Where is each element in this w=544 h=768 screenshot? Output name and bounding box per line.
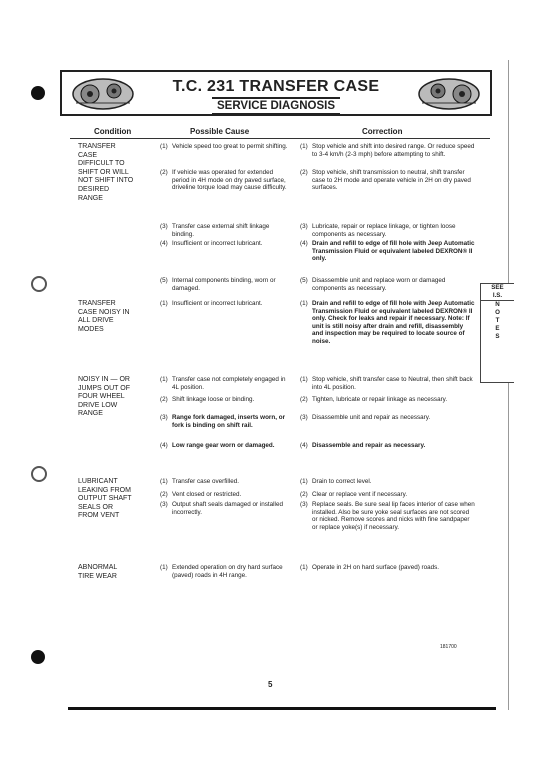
item-text: Shift linkage loose or binding.: [172, 396, 255, 403]
item-number: (2): [300, 169, 308, 176]
item-text: Insufficient or incorrect lubricant.: [172, 240, 263, 247]
page-number: 5: [268, 680, 273, 689]
item-number: (3): [300, 223, 308, 230]
sidebar-notes-letter: O: [495, 309, 500, 316]
sidebar-notes-letter: S: [495, 333, 500, 340]
item-number: (1): [160, 564, 168, 571]
item-number: (2): [160, 491, 168, 498]
possible-cause-item: [160, 442, 288, 450]
correction-item: [300, 491, 476, 499]
item-text: Extended operation on dry hard surface (paved) roads in 4H range.: [172, 564, 283, 579]
item-text: Lubricate, repair or replace linkage, or tighten loose components as necessary.: [312, 223, 456, 238]
possible-cause-item: [160, 300, 288, 308]
correction-item: [300, 240, 476, 263]
item-number: (3): [160, 501, 168, 508]
item-number: (3): [300, 414, 308, 421]
possible-cause-item: [160, 223, 288, 238]
item-number: (2): [300, 491, 308, 498]
condition-label: TRANSFER CASE DIFFICULT TO SHIFT OR WILL NOT SHIFT INTO DESIRED RANGE: [78, 143, 134, 202]
possible-cause-item: [160, 277, 288, 292]
item-number: (3): [160, 414, 168, 421]
column-header-condition: Condition: [94, 127, 132, 136]
item-number: (1): [160, 376, 168, 383]
item-number: (4): [160, 442, 168, 449]
possible-cause-item: [160, 414, 288, 429]
correction-item: [300, 300, 476, 346]
item-text: Disassemble and repair as necessary.: [312, 442, 426, 449]
page-code: 181700: [440, 644, 457, 650]
bottom-rule: [68, 707, 496, 710]
item-text: Drain to correct level.: [312, 478, 372, 485]
item-text: Insufficient or incorrect lubricant.: [172, 300, 263, 307]
possible-cause-item: [160, 478, 288, 486]
correction-item: [300, 414, 476, 422]
item-number: (1): [300, 564, 308, 571]
item-text: Disassemble unit and replace worn or damaged components as necessary.: [312, 277, 446, 292]
possible-cause-item: [160, 396, 288, 404]
item-number: (1): [300, 143, 308, 150]
condition-label: NOISY IN — OR JUMPS OUT OF FOUR WHEEL DRIVE LOW RANGE: [78, 376, 130, 418]
item-text: Stop vehicle, shift transfer case to Neutral, then shift back into 4L position.: [312, 376, 473, 391]
item-number: (2): [160, 396, 168, 403]
item-number: (4): [300, 240, 308, 247]
page-subtitle: SERVICE DIAGNOSIS: [212, 97, 340, 115]
correction-item: [300, 396, 476, 404]
sidebar-notes-letter: E: [495, 325, 500, 332]
correction-item: [300, 223, 476, 238]
item-number: (3): [160, 223, 168, 230]
item-text: Vent closed or restricted.: [172, 491, 242, 498]
item-text: Operate in 2H on hard surface (paved) roads.: [312, 564, 440, 571]
correction-item: [300, 501, 476, 531]
possible-cause-item: [160, 240, 288, 248]
item-number: (1): [160, 143, 168, 150]
binder-hole-ring-upper: [31, 276, 47, 292]
correction-item: [300, 442, 476, 450]
correction-item: [300, 277, 476, 292]
binder-hole-bottom: [31, 650, 45, 664]
possible-cause-item: [160, 169, 288, 192]
item-text: Transfer case not completely engaged in 4L position.: [172, 376, 286, 391]
item-text: Low range gear worn or damaged.: [172, 442, 275, 449]
item-number: (1): [300, 300, 308, 307]
possible-cause-item: [160, 491, 288, 499]
item-number: (1): [160, 478, 168, 485]
item-text: Drain and refill to edge of fill hole with Jeep Automatic Transmission Fluid or equivalent labeled DEXRON® II only.: [312, 240, 475, 263]
column-header-cause: Possible Cause: [190, 127, 250, 136]
page-title: T.C. 231 TRANSFER CASE: [172, 78, 380, 95]
possible-cause-item: [160, 501, 288, 516]
item-text: Vehicle speed too great to permit shifting.: [172, 143, 288, 150]
item-number: (2): [160, 169, 168, 176]
correction-item: [300, 143, 476, 158]
correction-item: [300, 376, 476, 391]
possible-cause-item: [160, 143, 288, 151]
item-number: (5): [300, 277, 308, 284]
item-text: Drain and refill to edge of fill hole with Jeep Automatic Transmission Fluid or equivalent labeled DEXRON® II only. Check for leaks and repair if necessary. Note: If unit is still noisy after drain and refill, disassembly and inspection may be required to locate source of noise.: [312, 300, 475, 345]
item-text: Tighten, lubricate or repair linkage as necessary.: [312, 396, 448, 403]
item-text: Clear or replace vent if necessary.: [312, 491, 408, 498]
item-text: Stop vehicle and shift into desired range. Or reduce speed to 3-4 km/h (2-3 mph) before attempting to shift.: [312, 143, 475, 158]
page-edge: [508, 60, 509, 710]
item-number: (1): [160, 300, 168, 307]
header-divider: [70, 138, 490, 139]
correction-item: [300, 169, 476, 192]
item-number: (1): [300, 478, 308, 485]
item-text: Stop vehicle, shift transmission to neutral, shift transfer case to 2H mode and operate vehicle in 2H on dry paved surfaces.: [312, 169, 471, 192]
binder-hole-ring-lower: [31, 466, 47, 482]
item-text: Output shaft seals damaged or installed incorrectly.: [172, 501, 283, 516]
sidebar-notes-letter: N: [495, 301, 500, 308]
sidebar-see-label: SEE: [491, 284, 504, 291]
binder-hole-top: [31, 86, 45, 100]
item-number: (4): [160, 240, 168, 247]
correction-item: [300, 564, 476, 572]
item-number: (2): [300, 396, 308, 403]
condition-label: LUBRICANT LEAKING FROM OUTPUT SHAFT SEALS OR FROM VENT: [78, 478, 132, 520]
see-is-notes-tab: [480, 283, 514, 383]
sidebar-notes-letter: T: [495, 317, 500, 324]
header-box: [60, 70, 492, 116]
correction-item: [300, 478, 476, 486]
item-number: (5): [160, 277, 168, 284]
possible-cause-item: [160, 564, 288, 579]
sidebar-is-label: I.S.: [481, 292, 514, 301]
condition-label: TRANSFER CASE NOISY IN ALL DRIVE MODES: [78, 300, 130, 333]
item-text: Replace seals. Be sure seal lip faces interior of case when installed. Also be sure yoke seal surfaces are not scored or nicked. Remove scores and nicks with fine sandpaper or replace yoke(s) if necessary.: [312, 501, 475, 531]
item-text: Disassemble unit and repair as necessary.: [312, 414, 431, 421]
item-text: Transfer case external shift linkage binding.: [172, 223, 270, 238]
condition-label: ABNORMAL TIRE WEAR: [78, 564, 118, 580]
item-text: If vehicle was operated for extended period in 4H mode on dry paved surface, driveline torque load may cause difficulty.: [172, 169, 287, 192]
possible-cause-item: [160, 376, 288, 391]
item-text: Transfer case overfilled.: [172, 478, 239, 485]
item-number: (3): [300, 501, 308, 508]
item-text: Range fork damaged, inserts worn, or fork is binding on shift rail.: [172, 414, 286, 429]
item-number: (4): [300, 442, 308, 449]
item-number: (1): [300, 376, 308, 383]
column-header-correction: Correction: [362, 127, 403, 136]
item-text: Internal components binding, worn or damaged.: [172, 277, 276, 292]
